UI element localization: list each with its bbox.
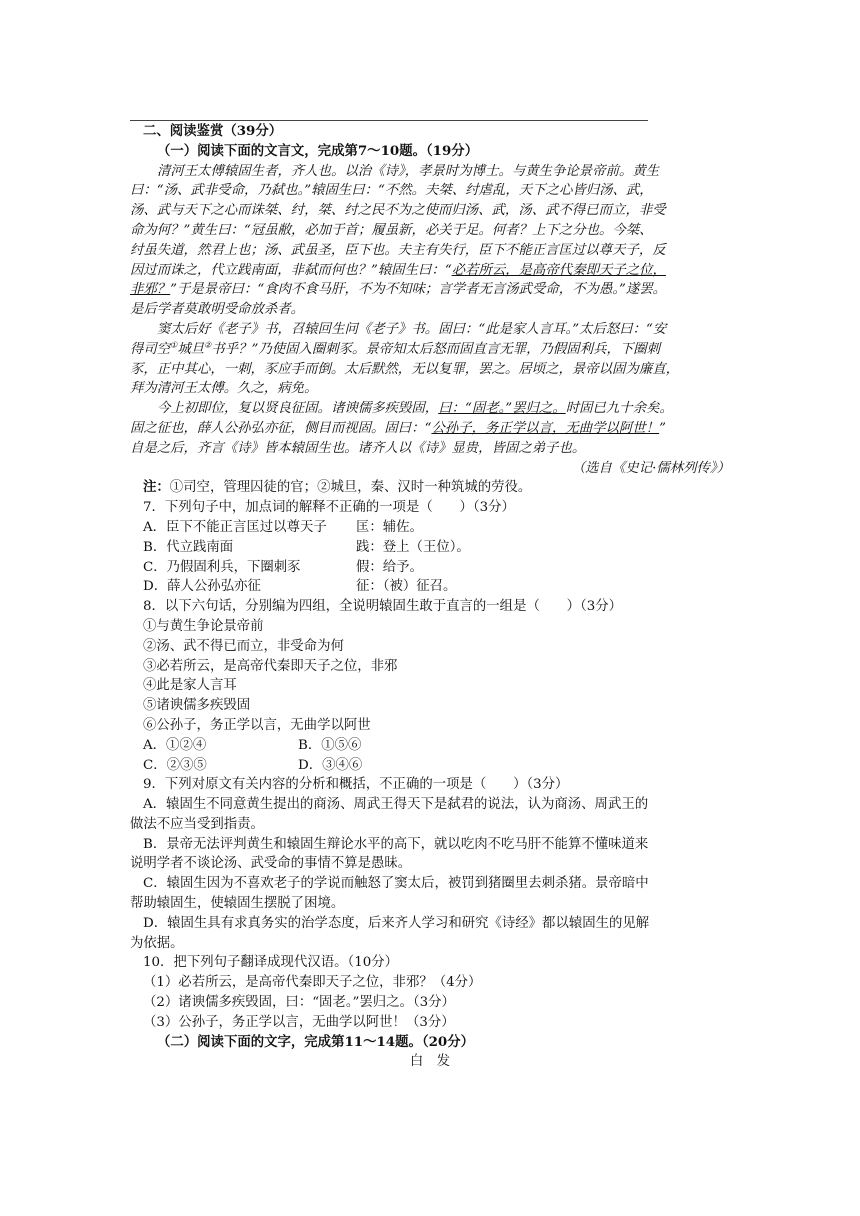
notes-text: ①司空，管理囚徒的官；②城旦，秦、汉时一种筑城的劳役。 (169, 480, 532, 496)
notes (130, 478, 730, 498)
passage-line: 曰：“汤、武非受命，乃弑也。”辕固生曰：“不然。夫桀、纣虐乱，天下之心皆归汤、武， (130, 183, 653, 199)
choice-row (130, 756, 730, 776)
option-row (130, 558, 730, 578)
top-rule (130, 120, 648, 121)
passage-text: ” (659, 420, 666, 436)
passage-text: 固之征也，薛人公孙弘亦征，侧目而视固。固曰：“ (130, 420, 432, 436)
passage-source: （选自《史记·儒林列传》） (571, 460, 730, 476)
question-stem: 8．以下六句话，分别编为四组，全说明辕固生敢于直言的一组是（ ）（3分） (143, 599, 623, 615)
list-item: （1）必若所云，是高帝代秦即天子之位，非邪？（4分） (143, 975, 482, 991)
option-line: C．辕固生因为不喜欢老子的学说而触怒了窦太后，被罚到猪圈里去刺杀猪。景帝暗中 (143, 876, 649, 892)
question-stem: 10．把下列句子翻译成现代汉语。（10分） (143, 955, 399, 971)
passage-line (130, 280, 730, 300)
underlined-sentence: 非邪？ (130, 282, 171, 298)
passage-line: 豕，正中其心，一刺，豕应手而倒。太后默然，无以复罪，罢之。居顷之，景帝以固为廉直， (130, 361, 680, 377)
option-line: 做法不应当受到指责。 (130, 816, 264, 832)
passage-line (130, 399, 730, 419)
passage-line (130, 261, 730, 281)
option-row (130, 538, 730, 558)
choice: B．①⑤⑥ (298, 737, 362, 753)
option-sentence: B．代立践南面 (143, 539, 234, 555)
option-gloss: 征：（被）征召。 (356, 579, 457, 595)
list-item: （2）诸谀儒多疾毁固，曰：“固老。”罢归之。（3分） (143, 995, 455, 1011)
choice: A．①②④ (143, 737, 207, 753)
option-row (130, 518, 730, 538)
underlined-sentence: 曰：“固老。”罢归之。 (438, 401, 566, 417)
question-10 (130, 953, 730, 1032)
passage (130, 162, 730, 479)
choice: C．②③⑤ (143, 757, 207, 773)
option-sentence: A．臣下不能正言匡过以尊天子 (143, 519, 327, 535)
option-gloss: 假：给予。 (356, 559, 423, 575)
list-item: ②汤、武不得已而立，非受命为何 (143, 638, 344, 654)
part2-heading: 白 发 (409, 1054, 451, 1070)
notes-label: 注： (143, 479, 170, 496)
question-stem: 7．下列句子中，加点词的解释不正确的一项是（ ）（3分） (143, 500, 515, 516)
list-item: ①与黄生争论景帝前 (143, 618, 264, 634)
passage-text: 得司空 (130, 341, 171, 357)
exam-page (130, 122, 730, 1072)
passage-line: 拜为清河王太傅。久之，病免。 (130, 381, 318, 397)
footnote-marker: ② (204, 340, 212, 350)
passage-line: 是后学者莫敢明受命放杀者。 (130, 302, 305, 318)
list-item: （3）公孙子，务正学以言，无曲学以阿世！（3分） (143, 1014, 455, 1030)
list-item: ③必若所云，是高帝代秦即天子之位，非邪 (143, 658, 398, 674)
passage-line (130, 419, 730, 439)
option-gloss: 践：登上（王位）。 (356, 539, 470, 555)
passage-text: 今上初即位，复以贤良征固。诸谀儒多疾毁固， (157, 401, 439, 417)
passage-line: 窦太后好《老子》书，召辕回生问《老子》书。固曰：“此是家人言耳。”太后怒曰：“安 (157, 321, 667, 337)
passage-line: 自是之后，齐言《诗》皆本辕固生也。诸齐人以《诗》显贵，皆固之弟子也。 (130, 440, 586, 456)
underlined-sentence: 公孙子，务正学以言，无曲学以阿世！ (431, 420, 660, 436)
choice-row (130, 736, 730, 756)
option-row (130, 577, 730, 597)
passage-text: 时固已九十余矣。 (565, 401, 673, 417)
passage-text: 书乎？”乃使固入圈刺豕。景帝知太后怒而固直言无罪，乃假固利兵，下圈刺 (211, 341, 661, 357)
question-9 (130, 775, 730, 953)
option-line: A．辕固生不同意黄生提出的商汤、周武王得天下是弑君的说法，认为商汤、周武王的 (143, 797, 649, 813)
underlined-sentence: 必若所云，是高帝代秦即天子之位， (451, 262, 666, 278)
option-line: 帮助辕固生，使辕固生摆脱了困境。 (130, 896, 345, 912)
passage-line: 清河王太傅辕固生者，齐人也。以治《诗》，孝景时为博士。与黄生争论景帝前。黄生 (157, 163, 660, 179)
question-stem: 9．下列对原文有关内容的分析和概括，不正确的一项是（ ）（3分） (143, 777, 569, 793)
option-line: B．景帝无法评判黄生和辕固生辩论水平的高下，就以吃肉不吃马肝不能算不懂味道来 (143, 836, 649, 852)
passage-line: 纣虽失道，然君上也；汤、武虽圣，臣下也。夫主有失行，臣下不能正言匡过以尊天子，反 (130, 242, 666, 258)
question-7 (130, 498, 730, 597)
option-sentence: C．乃假固利兵，下圈刺豕 (143, 559, 301, 575)
part2-title: （二）阅读下面的文字，完成第11～14题。（20分） (157, 1033, 475, 1050)
footnote-marker: ① (170, 340, 178, 350)
question-8 (130, 597, 730, 775)
part1-title: （一）阅读下面的文言文，完成第7～10题。（19分） (157, 142, 479, 159)
section-title: 二、阅读鉴赏（39分） (143, 123, 283, 139)
passage-line: 命为何？”黄生曰：“冠虽敝，必加于首；履虽新，必关于足。何者？上下之分也。今桀、 (130, 222, 653, 238)
list-item: ④此是家人言耳 (143, 678, 237, 694)
passage-line: 汤、武与天下之心而诛桀、纣，桀、纣之民不为之使而归汤、武，汤、武不得已而立，非受 (130, 203, 666, 219)
passage-text: ”于是景帝曰：“食肉不食马肝，不为不知味；言学者无言汤武受命，不为愚。”遂罢。 (170, 282, 667, 298)
option-line: D．辕固生具有求真务实的治学态度，后来齐人学习和研究《诗经》都以辕固生的见解 (143, 915, 650, 931)
list-item: ⑥公孙子，务正学以言，无曲学以阿世 (143, 717, 371, 733)
option-line: 为依据。 (130, 935, 184, 951)
passage-line (130, 340, 730, 360)
choice: D．③④⑥ (298, 757, 363, 773)
option-sentence: D．薛人公孙弘亦征 (143, 579, 261, 595)
list-item: ⑤诸谀儒多疾毁固 (143, 698, 251, 714)
option-gloss: 匡：辅佐。 (356, 519, 423, 535)
passage-text: 因过而诛之，代立践南面，非弑而何也？”辕固生曰：“ (130, 262, 452, 278)
option-line: 说明学者不谈论汤、武受命的事情不算是愚昧。 (130, 856, 412, 872)
passage-text: 城旦 (177, 341, 205, 357)
